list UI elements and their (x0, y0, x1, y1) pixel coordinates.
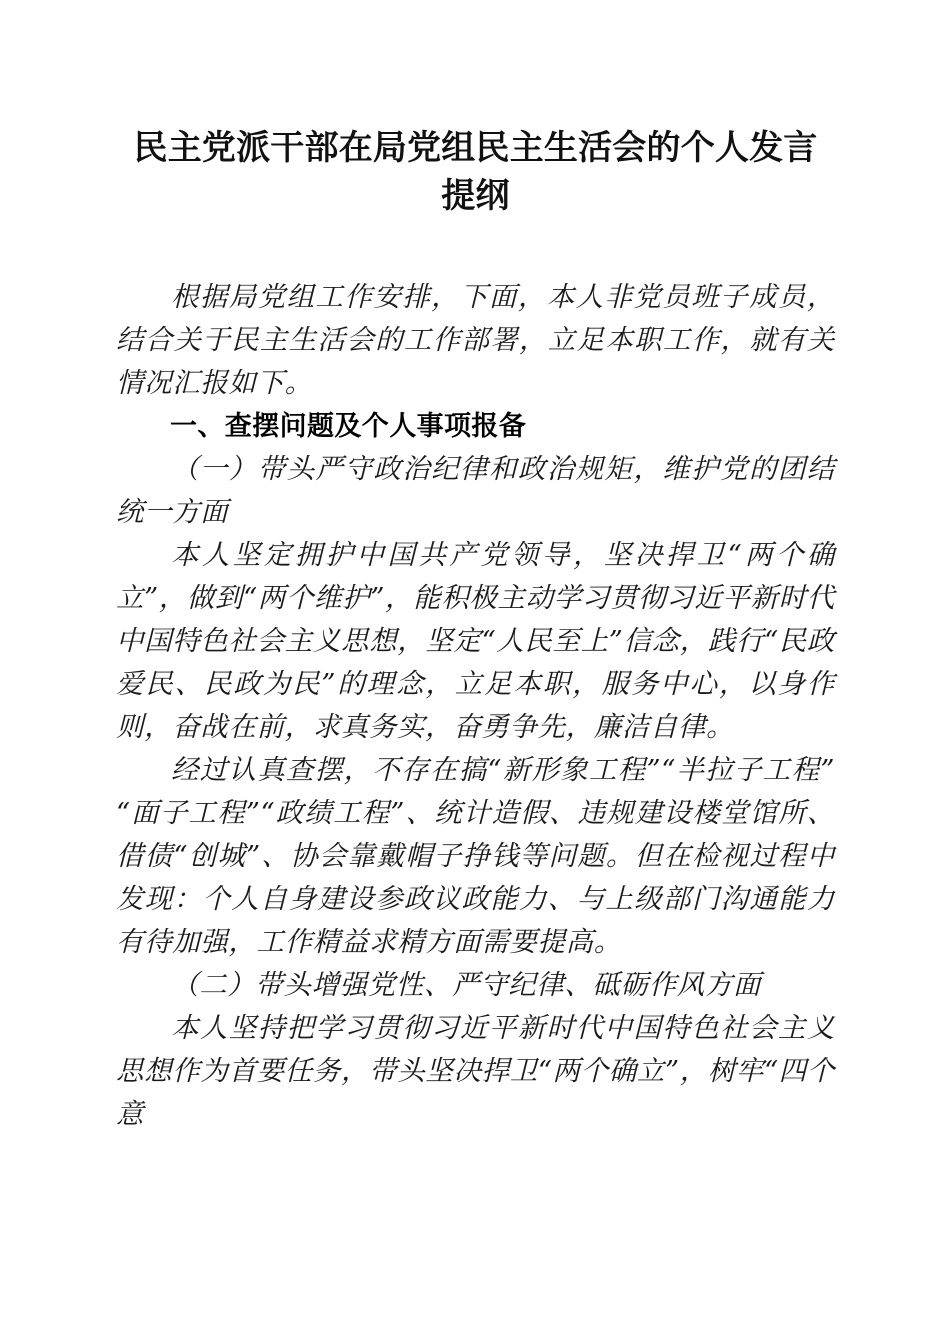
heading-item-1: （一）带头严守政治纪律和政治规矩，维护党的团结统一方面 (116, 453, 835, 528)
heading-item-2: （二）带头增强党性、严守纪律、砥砺作风方面 (171, 969, 762, 1001)
page-title (116, 124, 835, 220)
page-title-line-2: 提纲 (441, 176, 510, 216)
paragraph-1-2: 经过认真查摆，不存在搞“新形象工程”“半拉子工程”“面子工程”“政绩工程”、统计造假、违规建设楼堂馆所、借债“创城”、协会靠戴帽子挣钱等问题。但在检视过程中发现：个人自身建设参政议政能力、与上级部门沟通能力有待加强，工作精益求精方面需要提高。 (116, 754, 835, 958)
intro-paragraph: 根据局党组工作安排，下面，本人非党员班子成员，结合关于民主生活会的工作部署，立足本职工作，就有关情况汇报如下。 (116, 281, 835, 399)
page-title-line-1: 民主党派干部在局党组民主生活会的个人发言 (133, 128, 818, 168)
paragraph-2-1: 本人坚持把学习贯彻习近平新时代中国特色社会主义思想作为首要任务，带头坚决捍卫“两个确立”，树牢“四个意 (116, 1012, 835, 1130)
heading-section-1: 一、查摆问题及个人事项报备 (170, 411, 527, 442)
paragraph-1-1: 本人坚定拥护中国共产党领导，坚决捍卫“两个确立”，做到“两个维护”，能积极主动学习贯彻习近平新时代中国特色社会主义思想，坚定“人民至上”信念，践行“民政爱民、民政为民”的理念，立足本职，服务中心，以身作则，奋战在前，求真务实，奋勇争先，廉洁自律。 (116, 539, 835, 743)
document-body (116, 276, 835, 1136)
